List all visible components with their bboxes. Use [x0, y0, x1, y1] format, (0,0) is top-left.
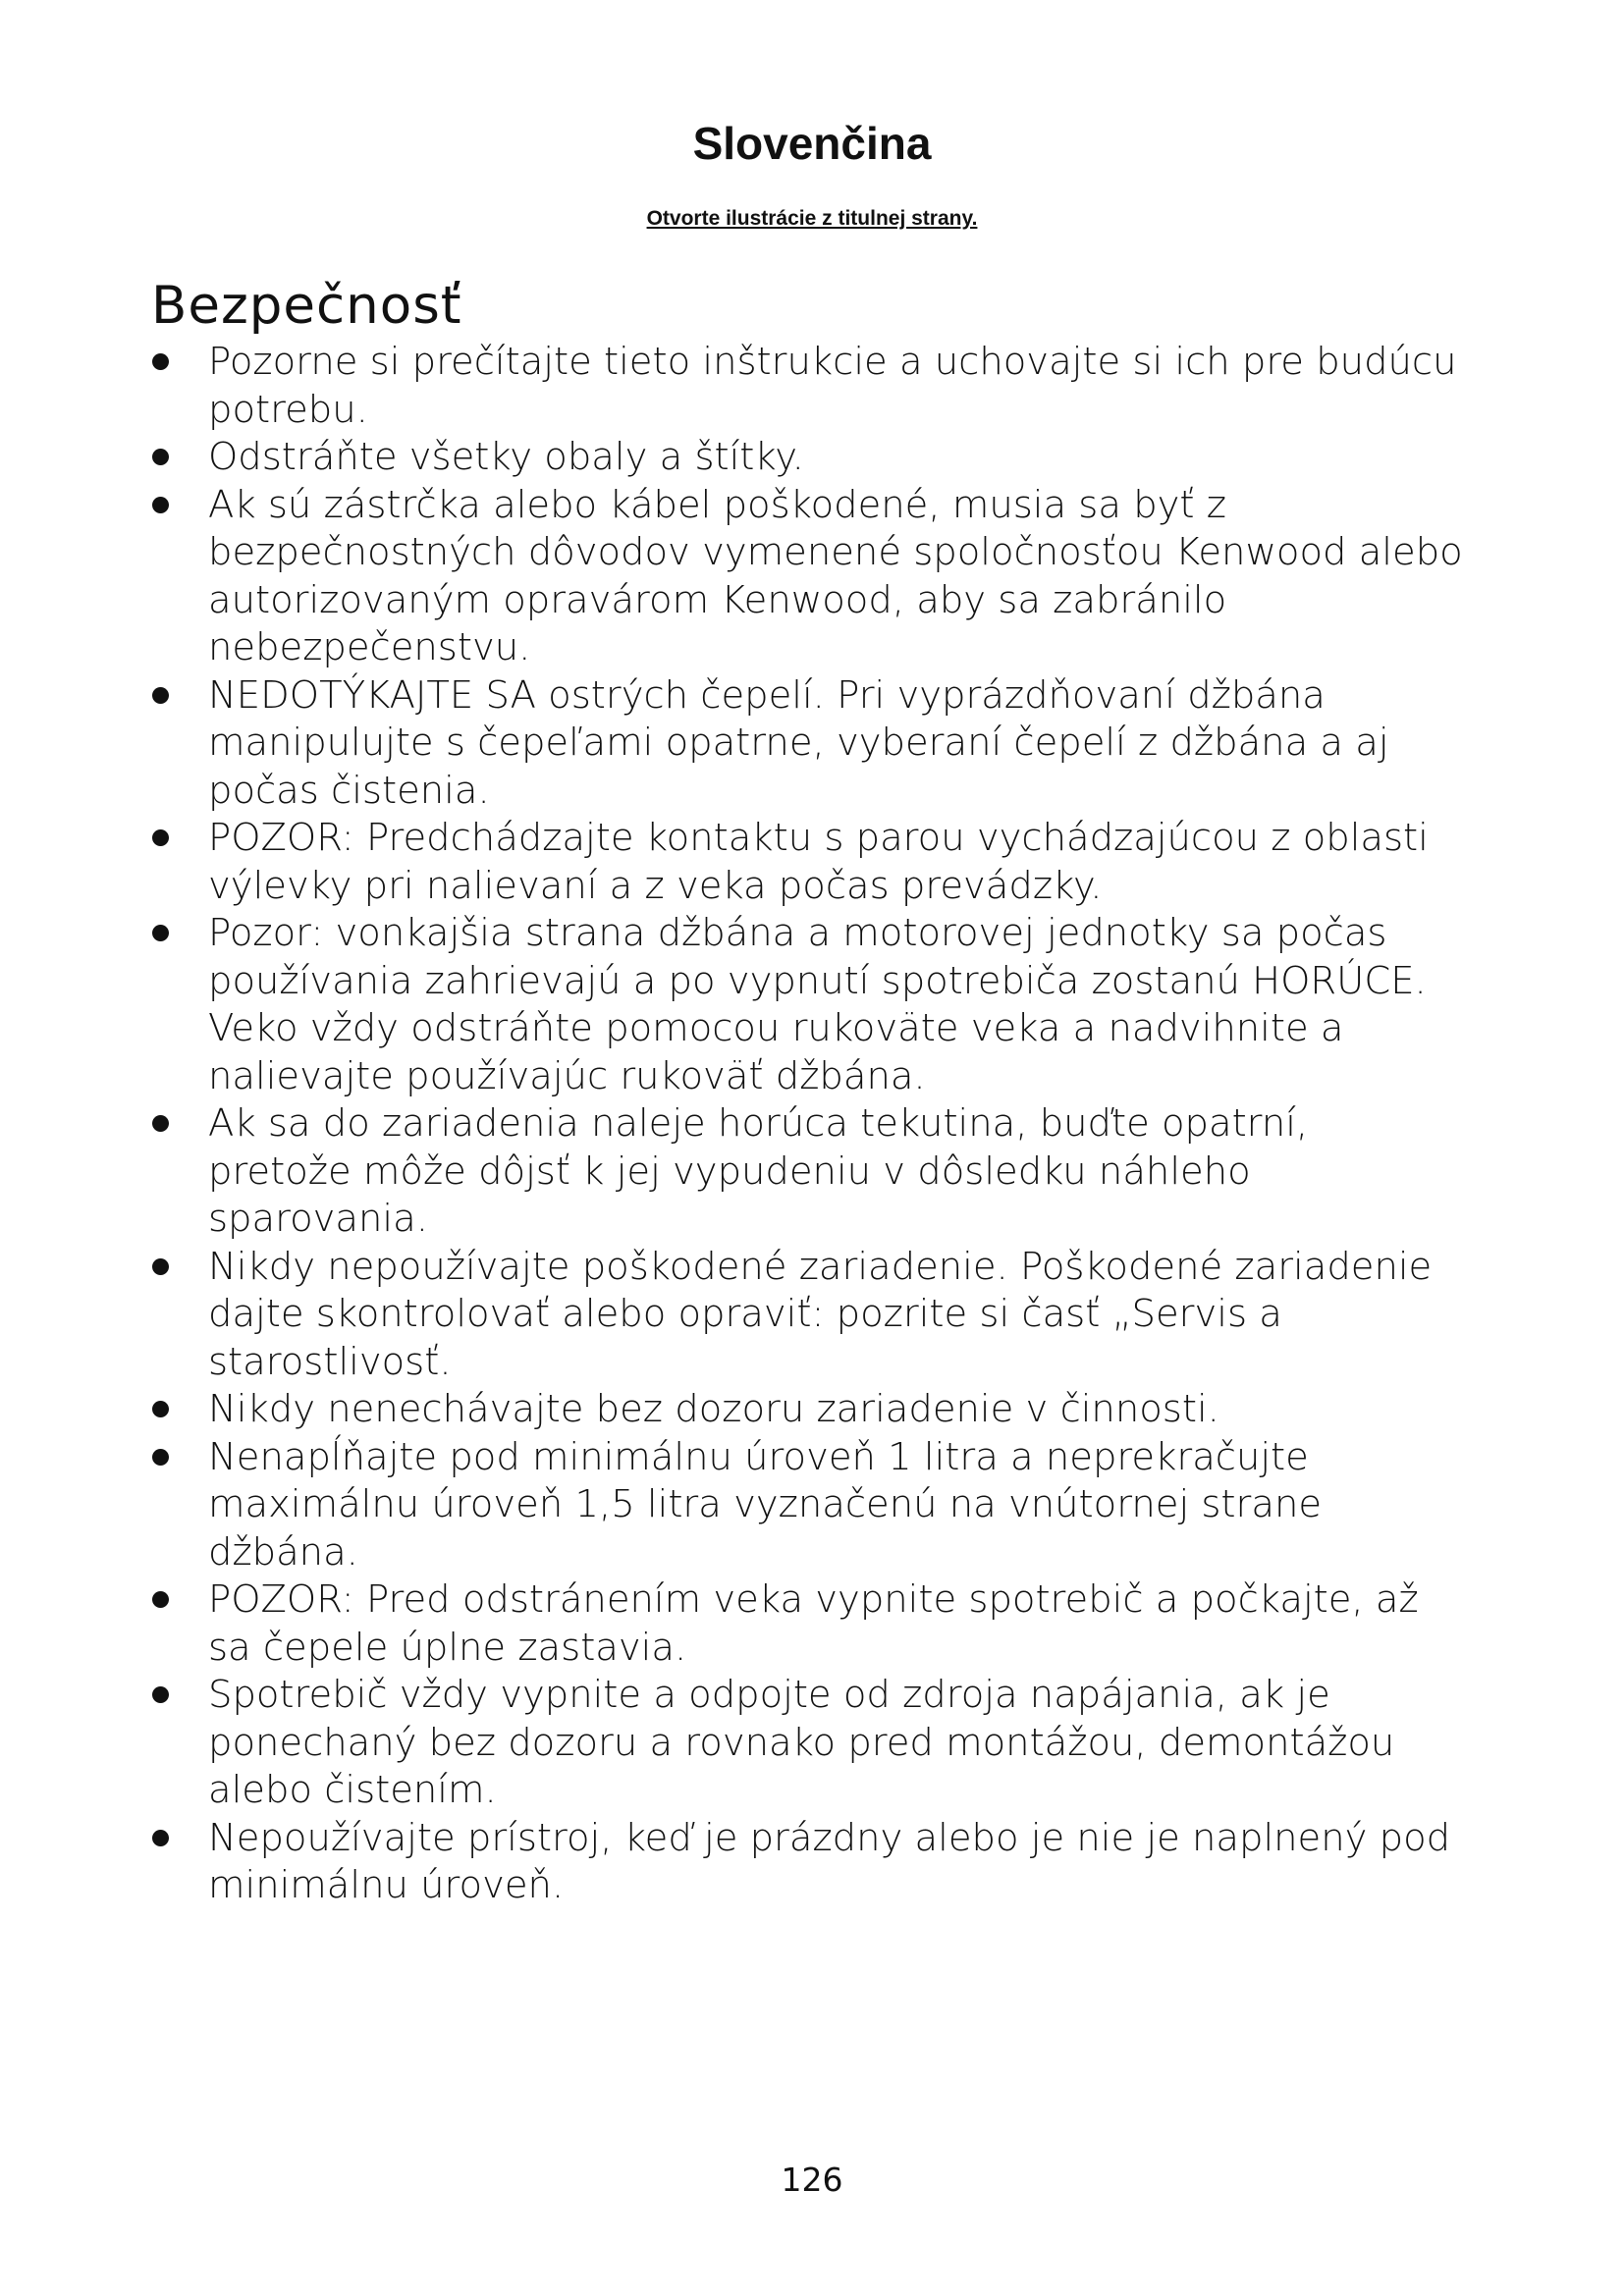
- list-item-text: Ak sú zástrčka alebo kábel poškodené, musia sa byť z bezpečnostných dôvodov vymenené spoločnosťou Kenwood alebo autorizovaným opravárom Kenwood, aby sa zabránilo nebezpečenstvu.: [208, 482, 1463, 669]
- list-item-text: Nepoužívajte prístroj, keď je prázdny alebo je nie je naplnený pod minimálnu úroveň.: [208, 1815, 1451, 1907]
- section-heading: Bezpečnosť: [151, 276, 462, 336]
- list-item: [147, 1244, 1463, 1387]
- bullet-icon: [152, 497, 169, 513]
- bullet-icon: [152, 1686, 169, 1703]
- bullet-icon: [152, 1401, 169, 1417]
- list-item: [147, 1576, 1463, 1672]
- page-number: 126: [781, 2161, 843, 2199]
- list-item: [147, 434, 1463, 482]
- list-item-text: Pozorne si prečítajte tieto inštrukcie a uchovajte si ich pre budúcu potrebu.: [208, 340, 1457, 432]
- bullet-icon: [152, 829, 169, 846]
- list-item-text: Odstráňte všetky obaly a štítky.: [208, 435, 804, 479]
- bullet-icon: [152, 687, 169, 704]
- list-item: [147, 910, 1463, 1100]
- list-item: [147, 1386, 1463, 1434]
- list-item: [147, 815, 1463, 910]
- bullet-icon: [152, 1449, 169, 1466]
- bullet-icon: [152, 1115, 169, 1132]
- bullet-icon: [152, 1591, 169, 1608]
- illustrations-link[interactable]: Otvorte ilustrácie z titulnej strany.: [646, 207, 978, 230]
- list-item: [147, 1672, 1463, 1815]
- page-title: Slovenčina: [692, 118, 932, 169]
- list-item-text: Nikdy nepoužívajte poškodené zariadenie. Poškodené zariadenie dajte skontrolovať alebo opraviť: pozrite si časť „Servis a starostlivosť.: [208, 1244, 1433, 1384]
- list-item-text: NEDOTÝKAJTE SA ostrých čepelí. Pri vyprázdňovaní džbána manipulujte s čepeľami opatrne, vyberaní čepelí z džbána a aj počas čistenia.: [208, 672, 1389, 813]
- bullet-icon: [152, 925, 169, 941]
- list-item: [147, 1100, 1463, 1244]
- list-item-text: Ak sa do zariadenia naleje horúca tekutina, buďte opatrní, pretože môže dôjsť k jej vypudeniu v dôsledku náhleho sparovania.: [208, 1101, 1309, 1241]
- bullet-icon: [152, 353, 169, 370]
- bullet-icon: [152, 449, 169, 465]
- list-item-text: POZOR: Predchádzajte kontaktu s parou vychádzajúcou z oblasti výlevky pri nalievaní a z veka počas prevádzky.: [208, 816, 1429, 908]
- list-item: [147, 1815, 1463, 1910]
- safety-list: [147, 339, 1463, 1910]
- list-item: [147, 1434, 1463, 1577]
- list-item: [147, 339, 1463, 434]
- list-item-text: Nikdy nenechávajte bez dozoru zariadenie v činnosti.: [208, 1387, 1219, 1431]
- list-item-text: POZOR: Pred odstránením veka vypnite spotrebič a počkajte, až sa čepele úplne zastavia.: [208, 1577, 1419, 1670]
- list-item: [147, 482, 1463, 672]
- list-item-text: Nenapĺňajte pod minimálnu úroveň 1 litra a neprekračujte maximálnu úroveň 1,5 litra vyznačenú na vnútornej strane džbána.: [208, 1434, 1323, 1575]
- bullet-icon: [152, 1830, 169, 1846]
- bullet-icon: [152, 1258, 169, 1275]
- list-item: [147, 672, 1463, 816]
- list-item-text: Pozor: vonkajšia strana džbána a motorovej jednotky sa počas používania zahrievajú a po vypnutí spotrebiča zostanú HORÚCE. Veko vždy odstráňte pomocou rukoväte veka a nadvihnite a nalievajte používajúc rukoväť džbána.: [208, 911, 1427, 1098]
- list-item-text: Spotrebič vždy vypnite a odpojte od zdroja napájania, ak je ponechaný bez dozoru a rovnako pred montážou, demontážou alebo čistením.: [208, 1673, 1395, 1812]
